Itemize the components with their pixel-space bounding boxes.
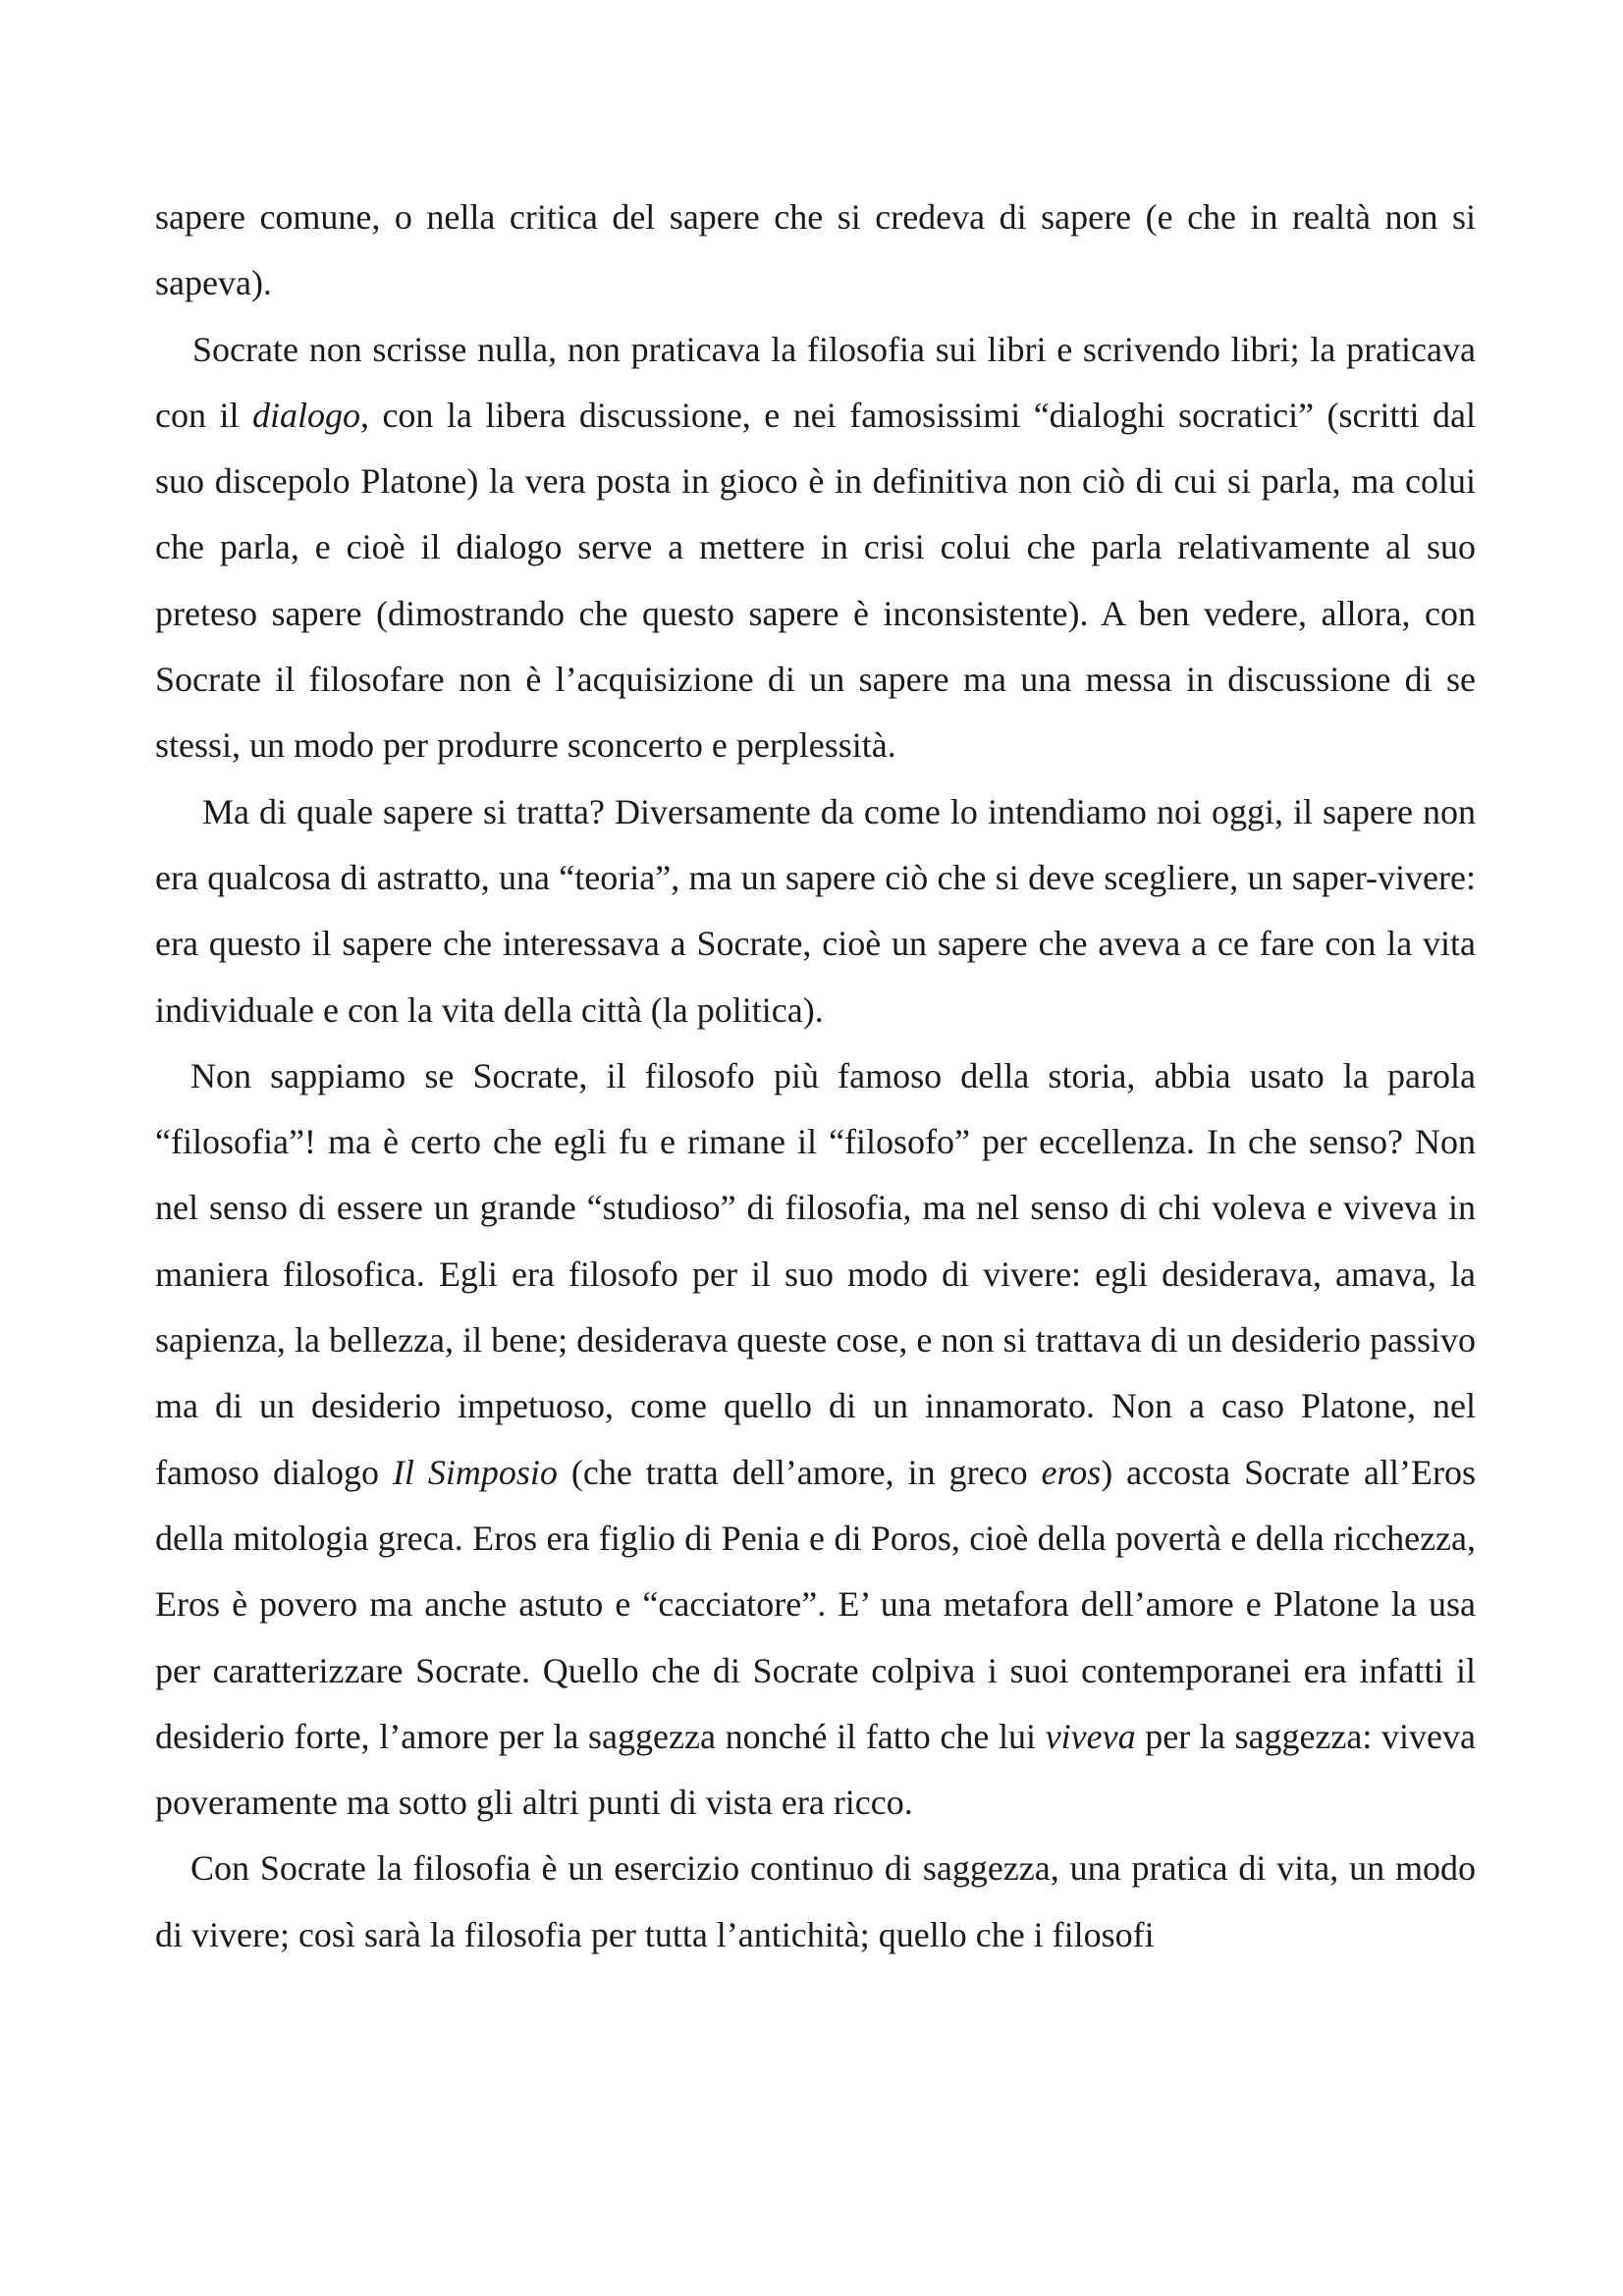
paragraph-4-text-a: Non sappiamo se Socrate, il filosofo più famoso della storia, abbia usato la parola “filosofia”! ma è certo che egli fu e rimane il “filosofo” per eccellenza. In che senso? Non nel senso di essere un grande “studioso” di filosofia, ma nel senso di chi voleva e viveva in maniera filosofica. Egli era filosofo per il suo modo di vivere: egli desiderava, amava, la sapienza, la bellezza, il bene; desiderava queste cose, e non si trattava di un desiderio passivo ma di un desiderio impetuoso, come quello di un innamorato. Non a caso Platone, nel famoso dialogo xyxy=(155,1055,1476,1492)
paragraph-1 xyxy=(155,185,1476,317)
body-text xyxy=(155,185,1476,1968)
paragraph-1-text: sapere comune, o nella critica del sapere che si credeva di sapere (e che in realtà non si sapeva). xyxy=(155,197,1476,303)
paragraph-3 xyxy=(155,779,1476,1043)
paragraph-4-italic-viveva: viveva xyxy=(1045,1716,1136,1756)
paragraph-4-text-d: per la saggezza: viveva poveramente ma sotto gli altri punti di vista era ricco. xyxy=(155,1716,1476,1823)
paragraph-2-text-b: , con la libera discussione, e nei famosissimi “dialoghi socratici” (scritti dal suo discepolo Platone) la vera posta in gioco è in definitiva non ciò di cui si parla, ma colui che parla, e cioè il dialogo serve a mettere in crisi colui che parla relativamente al suo preteso sapere (dimostrando che questo sapere è inconsistente). A ben vedere, allora, con Socrate il filosofare non è l’acquisizione di un sapere ma una messa in discussione di se stessi, un modo per produrre sconcerto e perplessità. xyxy=(155,395,1476,766)
paragraph-2-italic-dialogo: dialogo xyxy=(251,395,360,435)
paragraph-4-text-c: ) accosta Socrate all’Eros della mitologia greca. Eros era figlio di Penia e di Poros, cioè della povertà e della ricchezza, Eros è povero ma anche astuto e “cacciatore”. E’ una metafora dell’amore e Platone la usa per caratterizzare Socrate. Quello che di Socrate colpiva i suoi contemporanei era infatti il desiderio forte, l’amore per la saggezza nonché il fatto che lui xyxy=(155,1452,1476,1756)
paragraph-4-italic-simposio: Il Simposio xyxy=(392,1452,558,1492)
paragraph-5-text: Con Socrate la filosofia è un esercizio continuo di saggezza, una pratica di vita, un modo di vivere; così sarà la filosofia per tutta l’antichità; quello che i filosofi xyxy=(155,1848,1476,1954)
paragraph-3-text: Ma di quale sapere si tratta? Diversamente da come lo intendiamo noi oggi, il sapere non era qualcosa di astratto, una “teoria”, ma un sapere ciò che si deve scegliere, un saper-vivere: era questo il sapere che interessava a Socrate, cioè un sapere che aveva a ce fare con la vita individuale e con la vita della città (la politica). xyxy=(155,791,1476,1030)
paragraph-5 xyxy=(155,1836,1476,1968)
paragraph-4-italic-eros: eros xyxy=(1041,1452,1102,1492)
paragraph-2-text-a: Socrate non scrisse nulla, non praticava la filosofia sui libri e scrivendo libri; la praticava con il xyxy=(155,329,1476,435)
paragraph-2 xyxy=(155,317,1476,779)
paragraph-4-text-b: (che tratta dell’amore, in greco xyxy=(557,1452,1042,1492)
paragraph-4 xyxy=(155,1043,1476,1837)
